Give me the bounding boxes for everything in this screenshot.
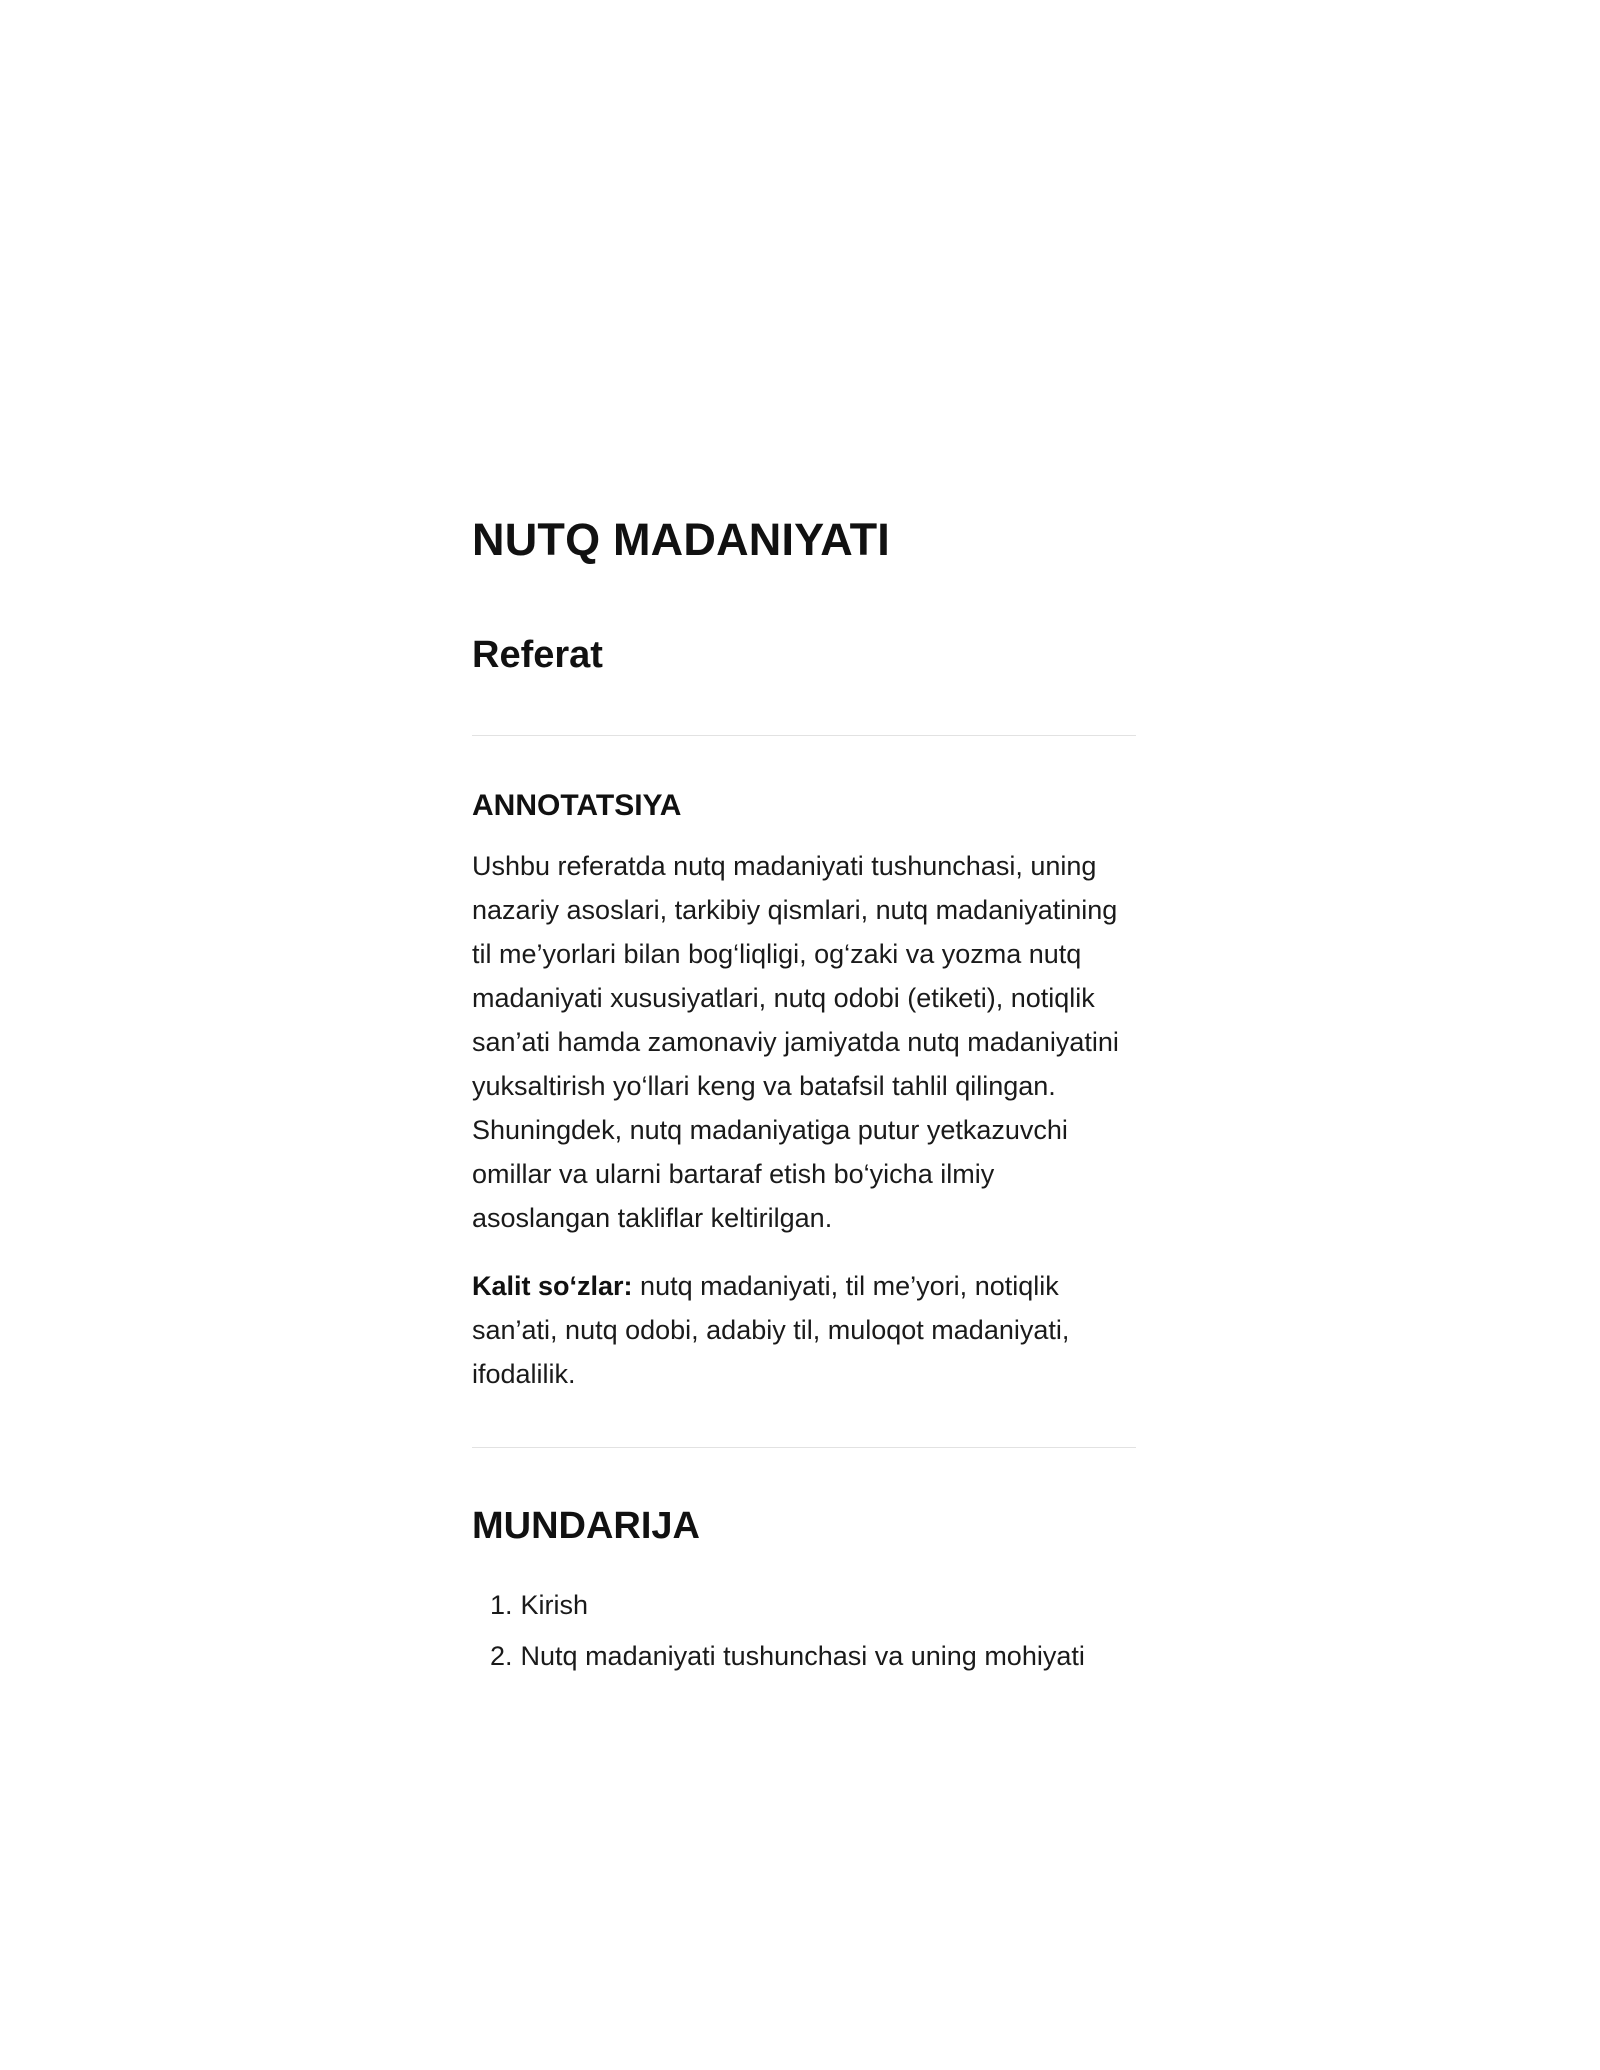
toc-item <box>472 1583 1136 1627</box>
keywords-label: Kalit so‘zlar: <box>472 1271 633 1301</box>
annotation-heading: ANNOTATSIYA <box>472 789 682 822</box>
toc-item-label: Nutq madaniyati tushunchasi va uning mohiyati <box>520 1641 1085 1671</box>
toc-item <box>472 1634 1136 1678</box>
section-divider <box>472 735 1136 736</box>
toc-list <box>472 1583 1136 1678</box>
annotation-paragraph: Ushbu referatda nutq madaniyati tushunchasi, uning nazariy asoslari, tarkibiy qismlari, nutq madaniyatining til me’yorlari bilan bog‘liqligi, og‘zaki va yozma nutq madaniyati xususiyatlari, nutq odobi (etiketi), notiqlik san’ati hamda zamonaviy jamiyatda nutq madaniyatini yuksaltirish yo‘llari keng va batafsil tahlil qilingan. Shuningdek, nutq madaniyatiga putur yetkazuvchi omillar va ularni bartaraf etish bo‘yicha ilmiy asoslangan takliflar keltirilgan. <box>472 851 1119 1233</box>
toc-item-label: Kirish <box>520 1590 589 1620</box>
toc-item-number: 1. <box>490 1590 513 1620</box>
section-divider <box>472 1447 1136 1448</box>
document-page <box>472 505 1136 1685</box>
toc-heading: MUNDARIJA <box>472 1505 700 1547</box>
document-title: NUTQ MADANIYATI <box>472 514 890 565</box>
keywords-paragraph <box>472 1264 1136 1396</box>
document-subtitle: Referat <box>472 634 603 676</box>
toc-item-number: 2. <box>490 1641 513 1671</box>
keywords-text: nutq madaniyati, til me’yori, notiqlik san’ati, nutq odobi, adabiy til, muloqot madaniyati, ifodalilik. <box>472 1271 1070 1389</box>
